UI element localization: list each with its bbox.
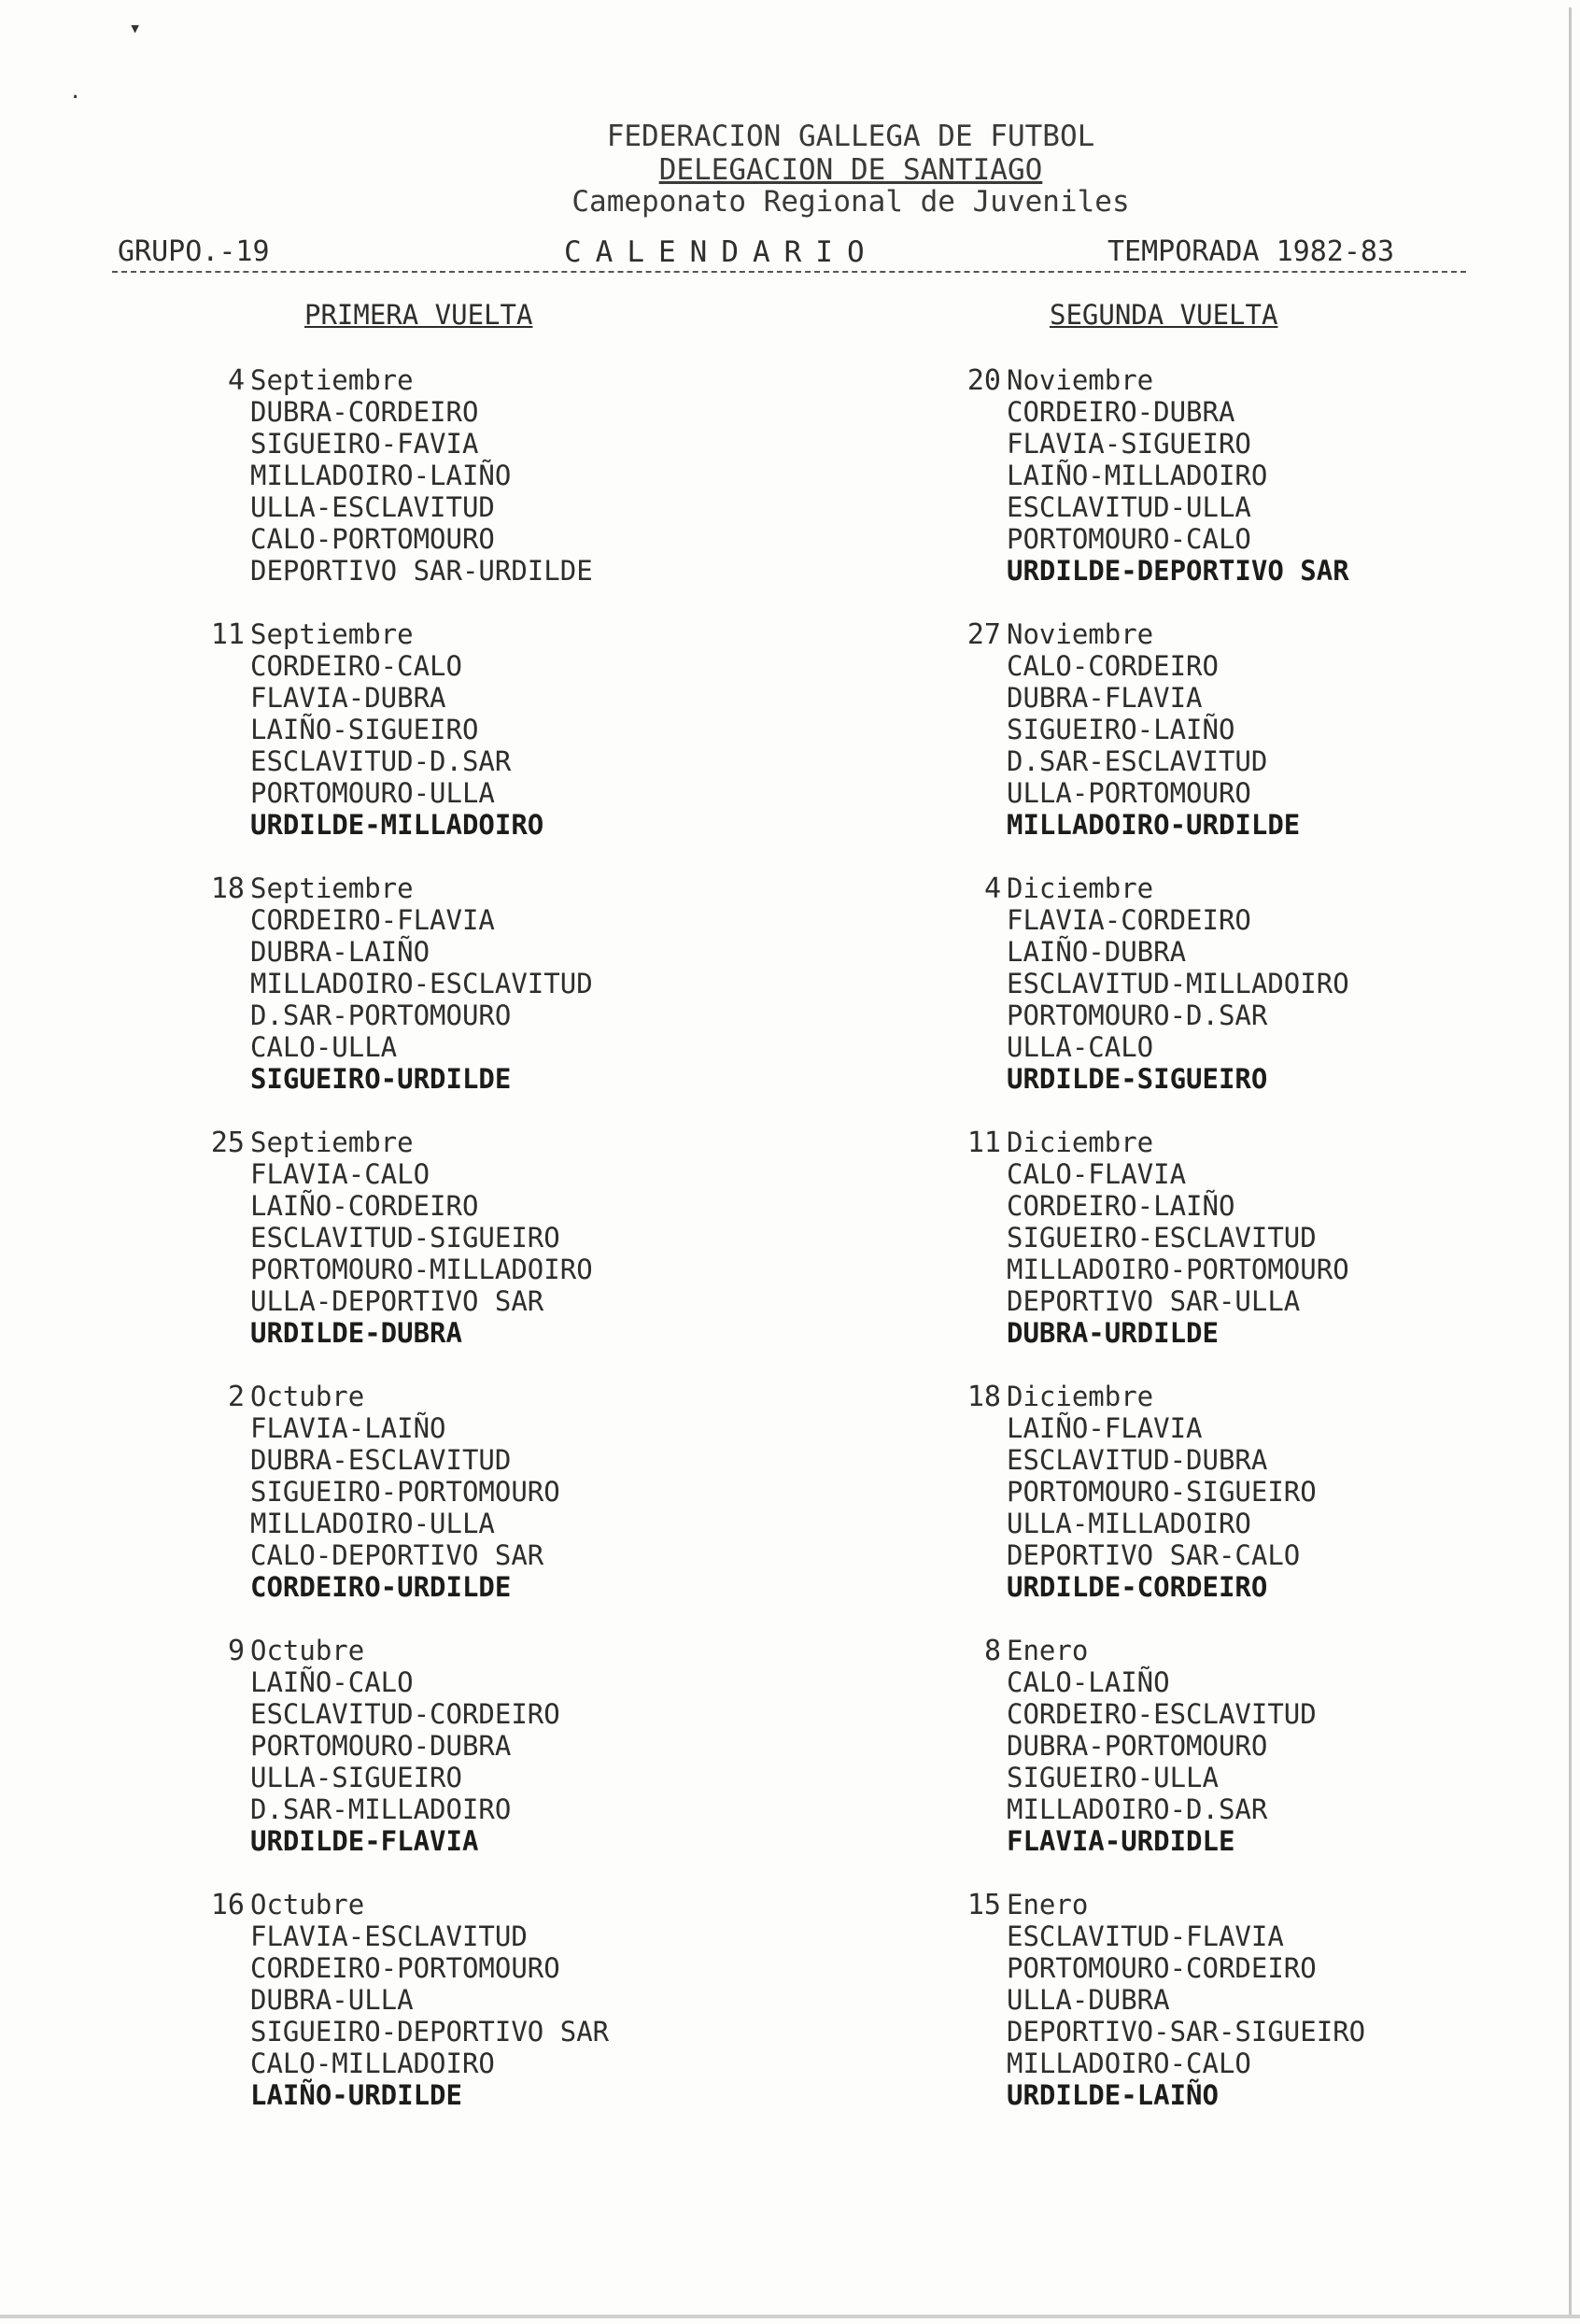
match-fixture: ESCLAVITUD-FLAVIA — [1007, 1920, 1284, 1952]
match-fixture: CORDEIRO-CALO — [250, 650, 462, 682]
match-fixture: ULLA-MILLADOIRO — [1007, 1508, 1251, 1539]
match-fixture: CALO-LAIÑO — [1007, 1666, 1170, 1698]
round-month: Octubre — [250, 1635, 365, 1666]
match-fixture: URDILDE-SIGUEIRO — [1007, 1063, 1268, 1095]
match-fixture: ULLA-ESCLAVITUD — [250, 491, 495, 523]
match-fixture: ESCLAVITUD-SIGUEIRO — [250, 1222, 560, 1254]
match-fixture: CORDEIRO-PORTOMOURO — [250, 1952, 560, 1984]
match-fixture: ULLA-PORTOMOURO — [1007, 777, 1251, 809]
match-fixture: FLAVIA-DUBRA — [250, 682, 446, 714]
match-fixture: URDILDE-CORDEIRO — [1007, 1571, 1268, 1603]
match-fixture: MILLADOIRO-LAIÑO — [250, 460, 512, 491]
match-fixture: MILLADOIRO-URDILDE — [1007, 809, 1301, 841]
match-fixture: LAIÑO-CORDEIRO — [250, 1190, 479, 1222]
match-fixture: PORTOMOURO-CALO — [1007, 523, 1251, 555]
round-day: 11 — [966, 1127, 1001, 1159]
match-fixture: URDILDE-MILLADOIRO — [250, 809, 544, 841]
round-day: 18 — [210, 872, 245, 905]
second-leg-title: SEGUNDA VUELTA — [1050, 299, 1278, 331]
match-fixture: DEPORTIVO-SAR-SIGUEIRO — [1007, 2016, 1366, 2048]
group-label: GRUPO.-19 — [118, 235, 270, 268]
match-fixture: SIGUEIRO-ULLA — [1007, 1762, 1219, 1793]
season-label: TEMPORADA 1982-83 — [1107, 235, 1395, 268]
round-month: Noviembre — [1007, 618, 1154, 650]
match-fixture: LAIÑO-SIGUEIRO — [250, 714, 479, 745]
round-month: Diciembre — [1007, 872, 1154, 904]
calendar-label: CALENDARIO — [564, 235, 879, 269]
match-fixture: ESCLAVITUD-MILLADOIRO — [1007, 968, 1349, 999]
round-day: 25 — [210, 1127, 245, 1159]
match-fixture: DUBRA-LAIÑO — [250, 936, 430, 968]
match-fixture: CORDEIRO-FLAVIA — [250, 904, 495, 936]
match-fixture: FLAVIA-CALO — [250, 1158, 430, 1190]
match-fixture: SIGUEIRO-ESCLAVITUD — [1007, 1222, 1317, 1254]
match-fixture: DUBRA-ESCLAVITUD — [250, 1444, 512, 1476]
round-month: Enero — [1007, 1889, 1089, 1920]
match-fixture: FLAVIA-SIGUEIRO — [1007, 428, 1251, 460]
match-fixture: CALO-MILLADOIRO — [250, 2048, 495, 2079]
match-fixture: MILLADOIRO-D.SAR — [1007, 1793, 1268, 1825]
match-fixture: ULLA-CALO — [1007, 1031, 1154, 1063]
match-fixture: ULLA-DEPORTIVO SAR — [250, 1285, 544, 1317]
match-fixture: SIGUEIRO-PORTOMOURO — [250, 1476, 560, 1508]
match-fixture: ESCLAVITUD-ULLA — [1007, 491, 1251, 523]
match-fixture: D.SAR-ESCLAVITUD — [1007, 745, 1268, 777]
round-month: Octubre — [250, 1889, 365, 1920]
match-fixture: LAIÑO-DUBRA — [1007, 936, 1187, 968]
match-fixture: SIGUEIRO-FAVIA — [250, 428, 479, 460]
round-month: Octubre — [250, 1381, 365, 1412]
match-fixture: DUBRA-CORDEIRO — [250, 396, 479, 428]
championship-title: Cameponato Regional de Juveniles — [571, 185, 1130, 219]
round-month: Noviembre — [1007, 364, 1154, 396]
round-day: 16 — [210, 1889, 245, 1921]
match-fixture: PORTOMOURO-CORDEIRO — [1007, 1952, 1317, 1984]
match-fixture: D.SAR-MILLADOIRO — [250, 1793, 512, 1825]
match-fixture: FLAVIA-CORDEIRO — [1007, 904, 1251, 936]
match-fixture: DEPORTIVO SAR-ULLA — [1007, 1285, 1301, 1317]
match-fixture: DUBRA-PORTOMOURO — [1007, 1730, 1268, 1762]
match-fixture: MILLADOIRO-ULLA — [250, 1508, 495, 1539]
match-fixture: URDILDE-FLAVIA — [250, 1825, 479, 1857]
round-day: 4 — [227, 364, 245, 397]
round-day: 8 — [983, 1635, 1001, 1667]
match-fixture: DUBRA-FLAVIA — [1007, 682, 1203, 714]
match-fixture: FLAVIA-ESCLAVITUD — [250, 1920, 528, 1952]
match-fixture: CALO-CORDEIRO — [1007, 650, 1219, 682]
round-day: 27 — [966, 618, 1001, 651]
ink-speck: · — [69, 86, 82, 109]
match-fixture: CORDEIRO-ESCLAVITUD — [1007, 1698, 1317, 1730]
match-fixture: URDILDE-DUBRA — [250, 1317, 462, 1349]
match-fixture: ESCLAVITUD-DUBRA — [1007, 1444, 1268, 1476]
match-fixture: D.SAR-PORTOMOURO — [250, 999, 512, 1031]
match-fixture: PORTOMOURO-DUBRA — [250, 1730, 512, 1762]
round-month: Enero — [1007, 1635, 1089, 1666]
match-fixture: PORTOMOURO-SIGUEIRO — [1007, 1476, 1317, 1508]
match-fixture: LAIÑO-MILLADOIRO — [1007, 460, 1268, 491]
match-fixture: MILLADOIRO-ESCLAVITUD — [250, 968, 593, 999]
match-fixture: CALO-ULLA — [250, 1031, 398, 1063]
round-month: Septiembre — [250, 364, 414, 396]
match-fixture: URDILDE-DEPORTIVO SAR — [1007, 555, 1349, 587]
round-month: Diciembre — [1007, 1127, 1154, 1158]
match-fixture: MILLADOIRO-CALO — [1007, 2048, 1251, 2079]
round-month: Septiembre — [250, 872, 414, 904]
round-month: Diciembre — [1007, 1381, 1154, 1412]
match-fixture: DEPORTIVO SAR-CALO — [1007, 1539, 1301, 1571]
first-leg-title: PRIMERA VUELTA — [304, 299, 533, 331]
round-day: 11 — [210, 618, 245, 651]
match-fixture: ESCLAVITUD-CORDEIRO — [250, 1698, 560, 1730]
round-day: 9 — [227, 1635, 245, 1667]
match-fixture: LAIÑO-FLAVIA — [1007, 1412, 1203, 1444]
match-fixture: DUBRA-ULLA — [250, 1984, 414, 2016]
match-fixture: LAIÑO-CALO — [250, 1666, 414, 1698]
match-fixture: CALO-FLAVIA — [1007, 1158, 1187, 1190]
match-fixture: DEPORTIVO SAR-URDILDE — [250, 555, 593, 587]
match-fixture: PORTOMOURO-MILLADOIRO — [250, 1254, 593, 1285]
federation-title: FEDERACION GALLEGA DE FUTBOL — [606, 120, 1095, 153]
round-day: 15 — [966, 1889, 1001, 1921]
match-fixture: SIGUEIRO-URDILDE — [250, 1063, 512, 1095]
match-fixture: MILLADOIRO-PORTOMOURO — [1007, 1254, 1349, 1285]
delegation-title: DELEGACION DE SANTIAGO — [658, 153, 1043, 187]
match-fixture: LAIÑO-URDILDE — [250, 2079, 462, 2111]
match-fixture: ULLA-SIGUEIRO — [250, 1762, 462, 1793]
match-fixture: ULLA-DUBRA — [1007, 1984, 1170, 2016]
match-fixture: PORTOMOURO-ULLA — [250, 777, 495, 809]
match-fixture: CORDEIRO-URDILDE — [250, 1571, 512, 1603]
ink-speck: ▾ — [129, 17, 142, 40]
match-fixture: ESCLAVITUD-D.SAR — [250, 745, 512, 777]
match-fixture: DUBRA-URDILDE — [1007, 1317, 1219, 1349]
round-month: Septiembre — [250, 1127, 414, 1158]
match-fixture: SIGUEIRO-LAIÑO — [1007, 714, 1235, 745]
round-day: 4 — [983, 872, 1001, 905]
match-fixture: PORTOMOURO-D.SAR — [1007, 999, 1268, 1031]
round-day: 20 — [966, 364, 1001, 397]
match-fixture: URDILDE-LAIÑO — [1007, 2079, 1219, 2111]
round-day: 18 — [966, 1381, 1001, 1413]
match-fixture: FLAVIA-URDIDLE — [1007, 1825, 1235, 1857]
match-fixture: FLAVIA-LAIÑO — [250, 1412, 446, 1444]
match-fixture: CORDEIRO-LAIÑO — [1007, 1190, 1235, 1222]
round-day: 2 — [227, 1381, 245, 1413]
page-edge-bottom — [0, 2315, 1580, 2318]
page-edge-right — [1569, 7, 1572, 2315]
match-fixture: CALO-DEPORTIVO SAR — [250, 1539, 544, 1571]
match-fixture: SIGUEIRO-DEPORTIVO SAR — [250, 2016, 610, 2048]
header-divider — [112, 271, 1466, 273]
round-month: Septiembre — [250, 618, 414, 650]
match-fixture: CORDEIRO-DUBRA — [1007, 396, 1235, 428]
match-fixture: CALO-PORTOMOURO — [250, 523, 495, 555]
